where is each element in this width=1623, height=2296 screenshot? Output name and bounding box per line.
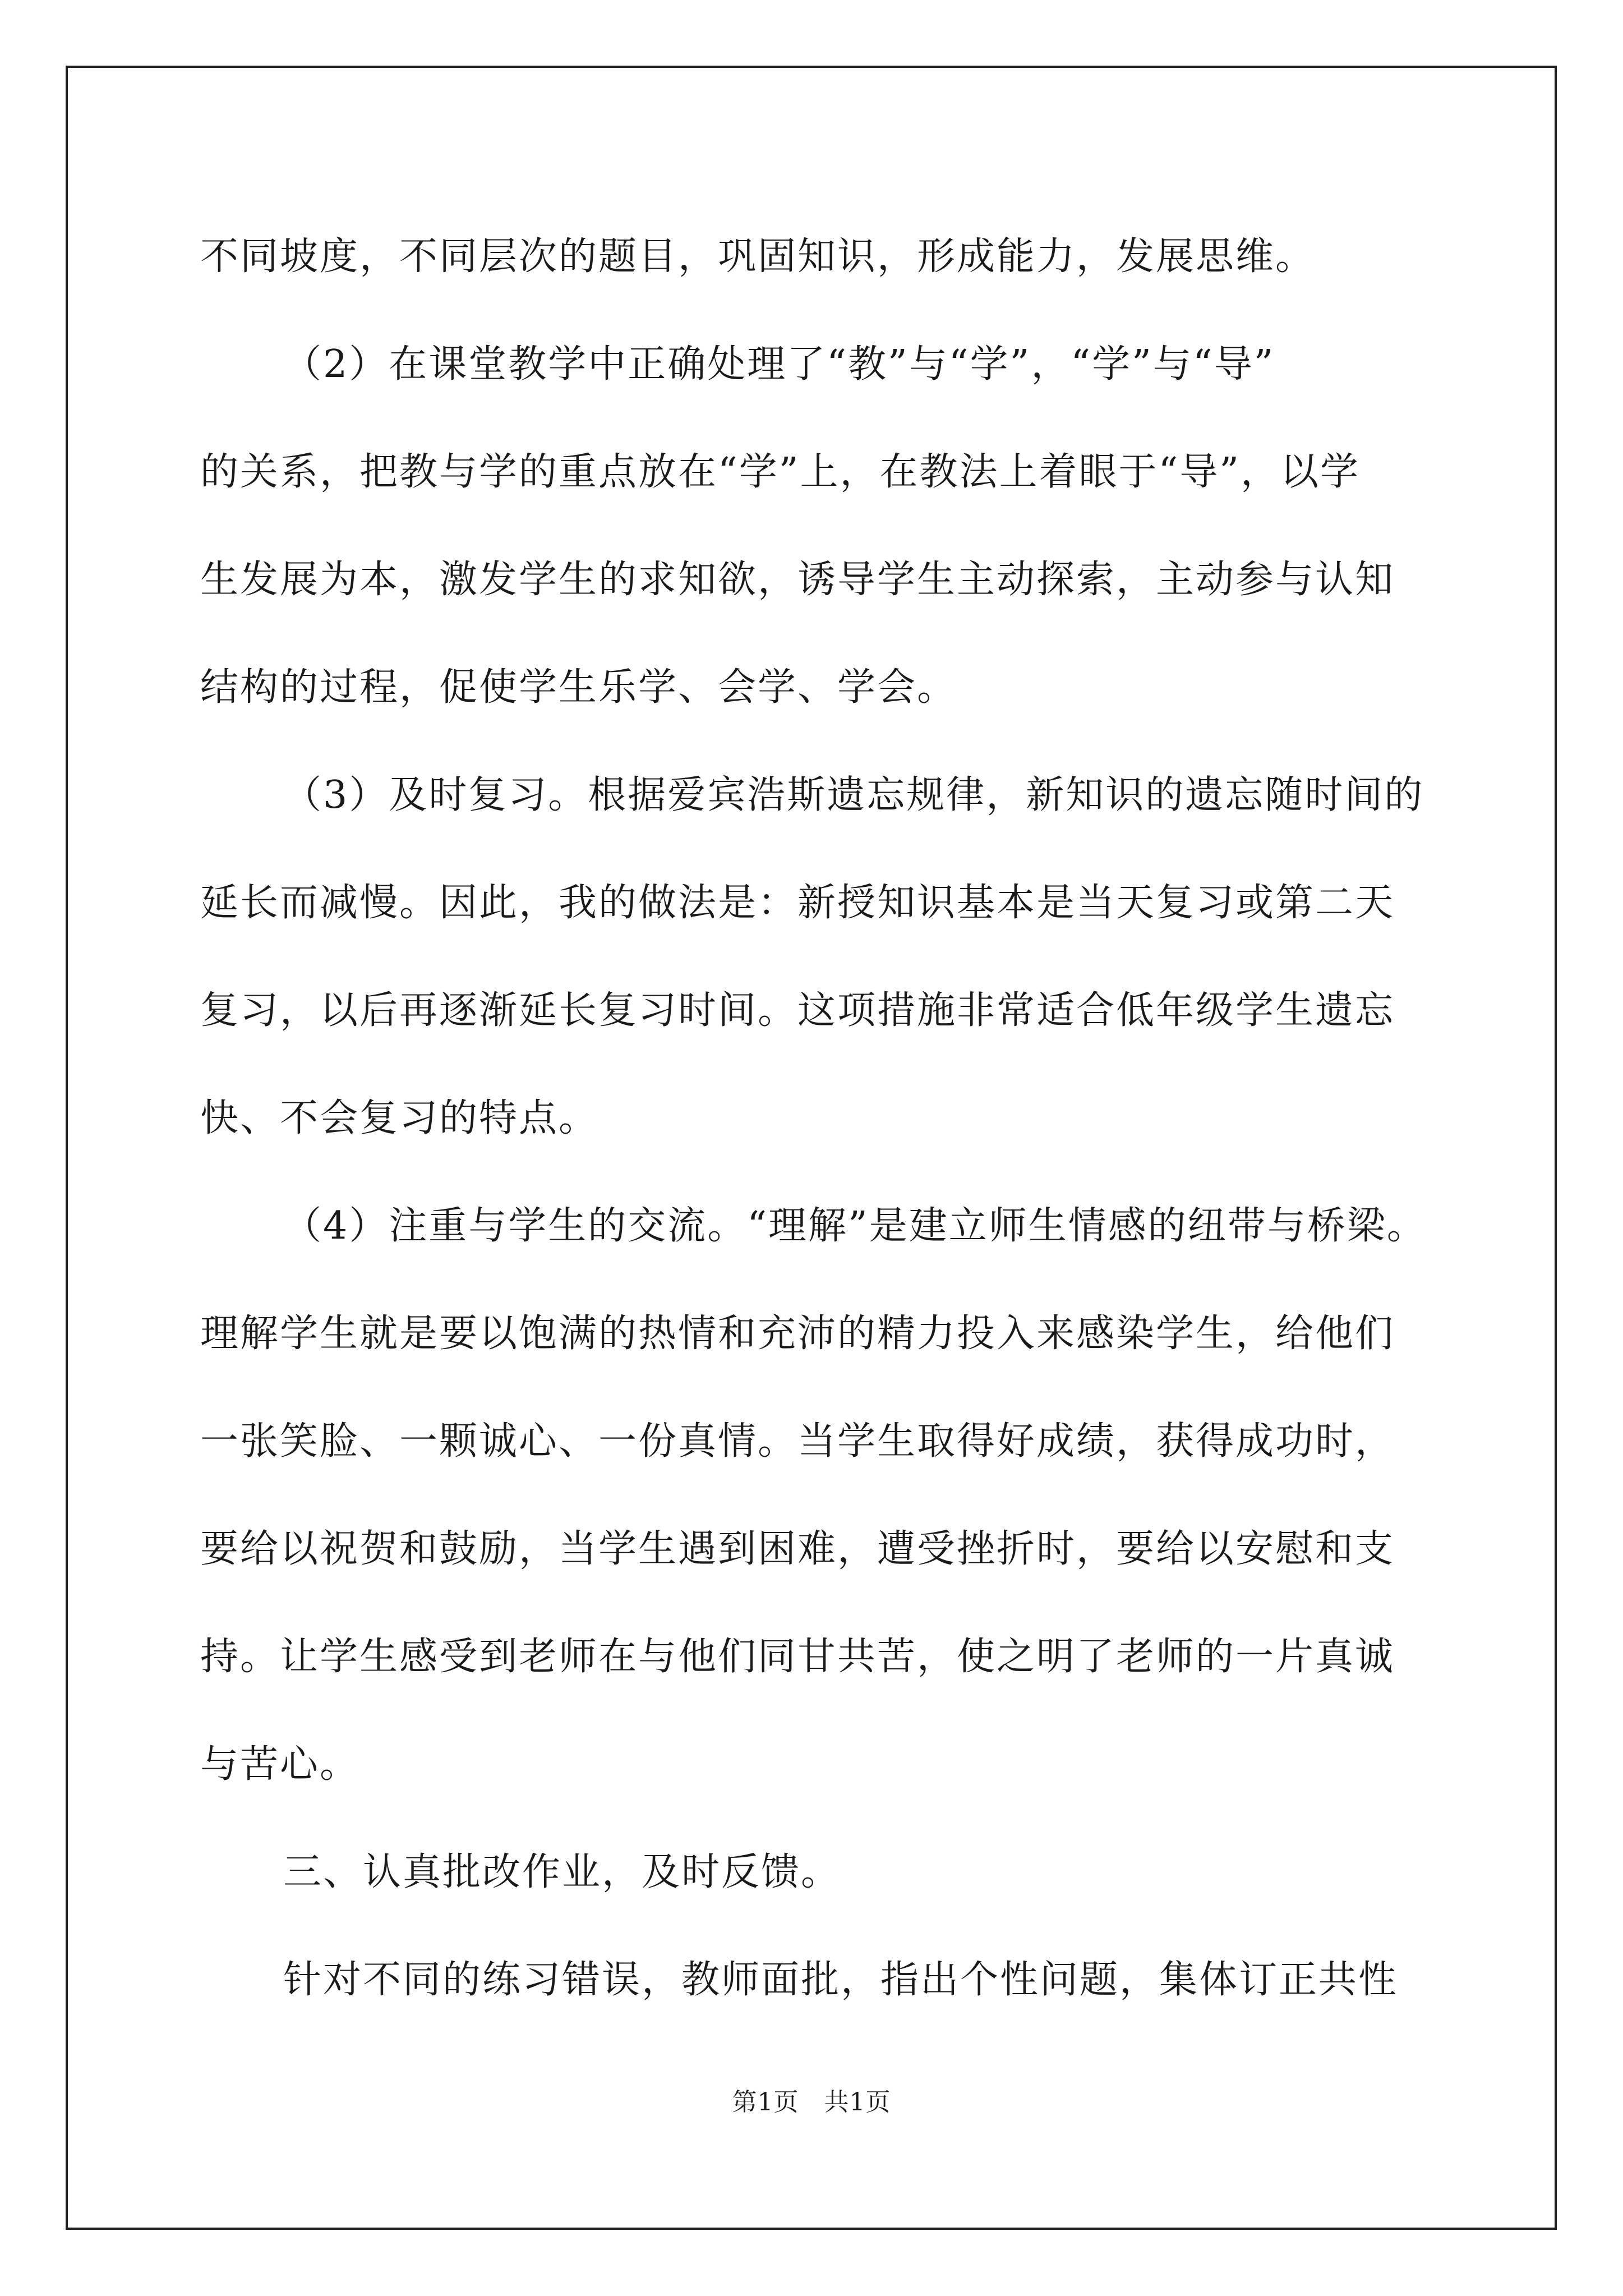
page-footer: 第1页 共1页 <box>732 2088 891 2116</box>
text-line: 生发展为本，激发学生的求知欲，诱导学生主动探索，主动参与认知 <box>200 558 1395 602</box>
text-line: 结构的过程，促使学生乐学、会学、学会。 <box>200 665 957 710</box>
text-line: 不同坡度，不同层次的题目，巩固知识，形成能力，发展思维。 <box>200 234 1316 279</box>
text-line: （3）及时复习。根据爱宾浩斯遗忘规律，新知识的遗忘随时间的 <box>283 773 1424 817</box>
section-heading: 三、认真批改作业，及时反馈。 <box>283 1850 841 1894</box>
document-body <box>200 203 1428 2034</box>
text-line: （2）在课堂教学中正确处理了“教”与“学”，“学”与“导” <box>283 342 1275 386</box>
text-line: 与苦心。 <box>200 1742 360 1787</box>
text-line: 理解学生就是要以饱满的热情和充沛的精力投入来感染学生，给他们 <box>200 1312 1395 1356</box>
text-line: 的关系，把教与学的重点放在“学”上，在教法上着眼于“导”，以学 <box>200 450 1361 494</box>
text-line: 针对不同的练习错误，教师面批，指出个性问题，集体订正共性 <box>283 1958 1399 2002</box>
text-line: 持。让学生感受到老师在与他们同甘共苦，使之明了老师的一片真诚 <box>200 1635 1395 1679</box>
text-line: 复习，以后再逐渐延长复习时间。这项措施非常适合低年级学生遗忘 <box>200 988 1395 1033</box>
text-line: 要给以祝贺和鼓励，当学生遇到困难，遭受挫折时，要给以安慰和支 <box>200 1527 1395 1571</box>
text-line: （4）注重与学生的交流。“理解”是建立师生情感的纽带与桥梁。 <box>283 1204 1427 1248</box>
text-line: 延长而减慢。因此，我的做法是：新授知识基本是当天复习或第二天 <box>200 881 1395 925</box>
text-line: 一张笑脸、一颗诚心、一份真情。当学生取得好成绩，获得成功时， <box>200 1419 1395 1464</box>
text-line: 快、不会复习的特点。 <box>200 1096 599 1140</box>
